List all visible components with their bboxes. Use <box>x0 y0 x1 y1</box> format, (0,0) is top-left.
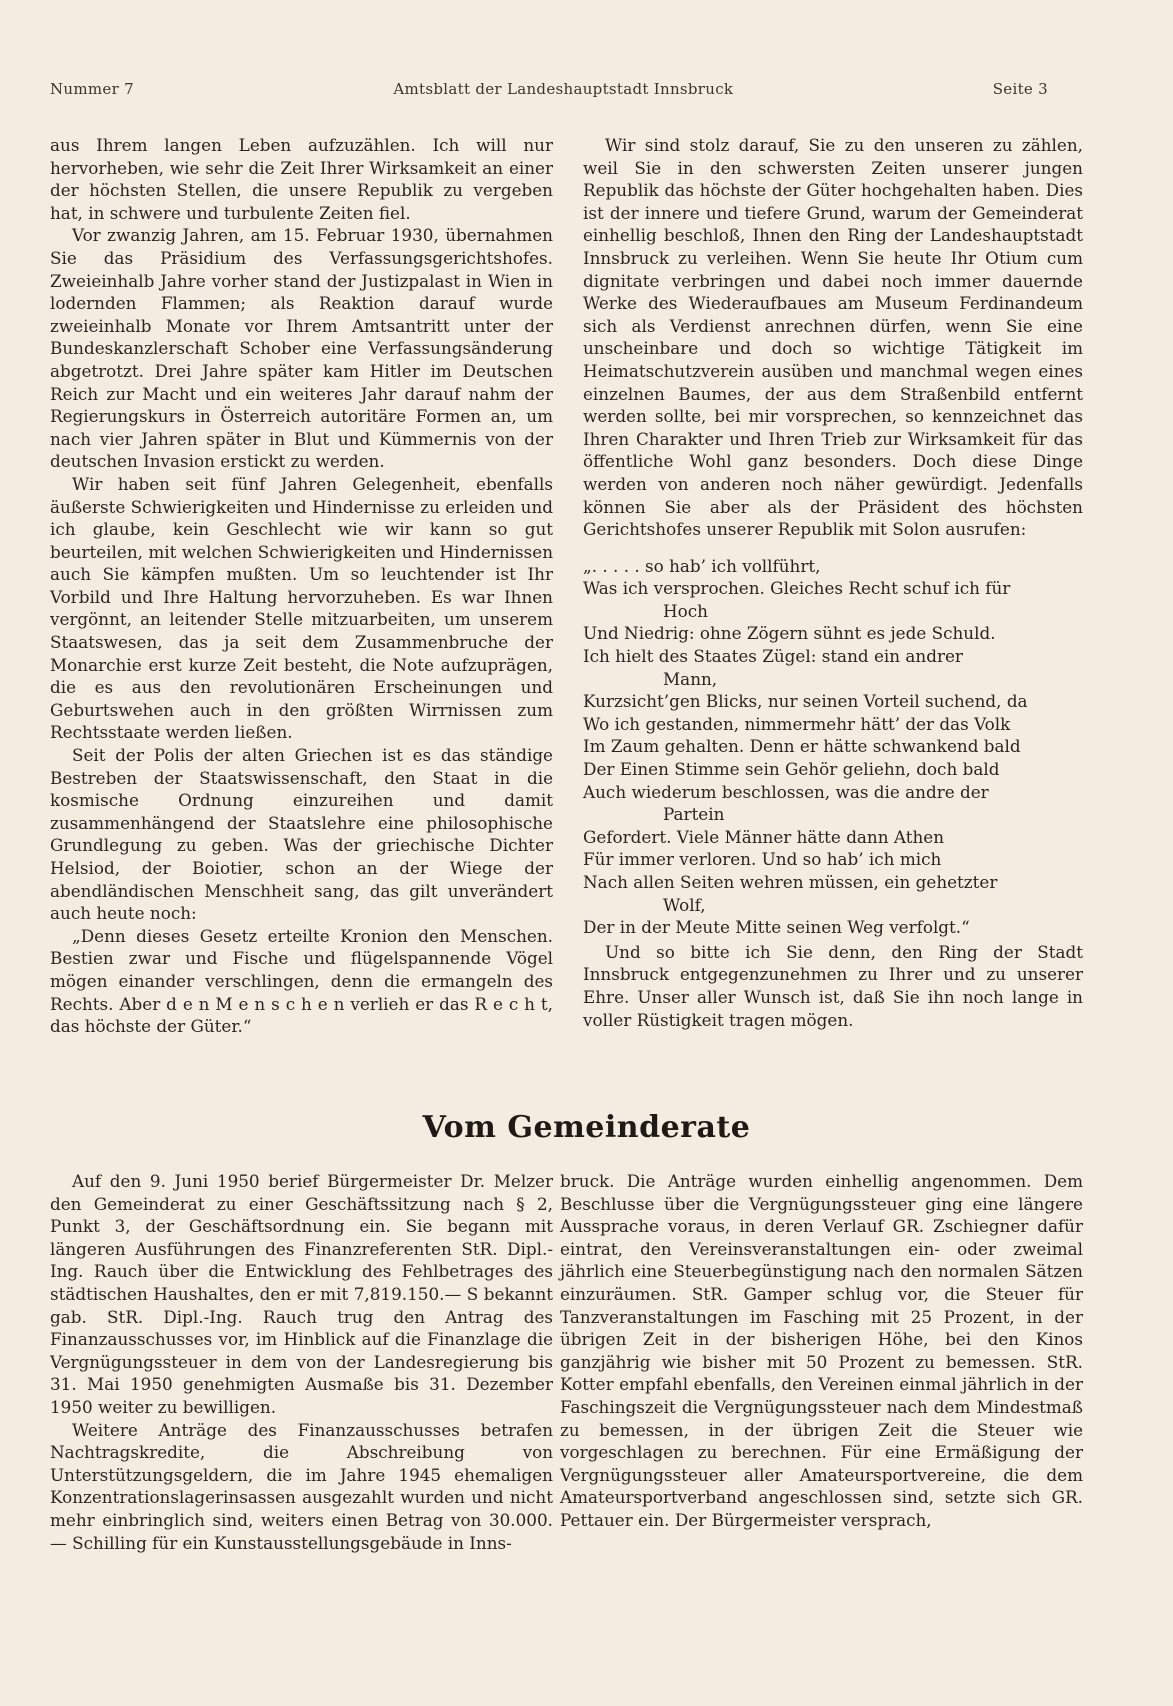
report-column-left <box>50 1170 553 1554</box>
article-column-left <box>50 134 553 1038</box>
paragraph: bruck. Die Anträge wurden einhellig angenommen. Dem Beschlusse über die Vergnügungssteuer ging eine längere Aussprache voraus, in deren Verlauf GR. Zschiegner dafür eintrat, den Vereinsveranstaltungen ein- oder zweimal jährlich eine Steuerbegünstigung nach den normalen Sätzen einzuräumen. StR. Gamper schlug vor, die Steuer für Tanzveranstaltungen im Fasching mit 25 Prozent, in der übrigen Zeit in der bisherigen Höhe, bei den Kinos ganzjährig wie bisher mit 50 Prozent zu bemessen. StR. Kotter empfahl ebenfalls, den Vereinen einmal jährlich in der Faschingszeit die Vergnügungssteuer nach dem Mindestmaß zu bemessen, in der übrigen Zeit die Steuer wie vorgeschlagen zu berechnen. Für eine Ermäßigung der Vergnügungssteuer aller Amateursportvereine, die dem Amateursportverband angeschlossen sind, setzte sich GR. Pettauer ein. Der Bürgermeister versprach, <box>560 1171 1083 1530</box>
report-column-right <box>560 1170 1083 1532</box>
paragraph: Vor zwanzig Jahren, am 15. Februar 1930, übernahmen Sie das Präsidium des Verfassungsgerichtshofes. Zweieinhalb Jahre vorher stand der Justizpalast in Wien in lodernden Flammen; als Reaktion darauf wurde zweieinhalb Monate vor Ihrem Amtsantritt unter der Bundeskanzlerschaft Schober eine Verfassungsänderung abgetrotzt. Drei Jahre später kam Hitler im Deutschen Reich zur Macht und ein weiteres Jahr darauf nahm der Regierungskurs in Österreich autoritäre Formen an, um nach vier Jahren später in Blut und Kümmernis von der deutschen Invasion erstickt zu werden. <box>50 225 553 472</box>
paragraph: Auf den 9. Juni 1950 berief Bürgermeister Dr. Melzer den Gemeinderat zu einer Geschäftssitzung nach § 2, Punkt 3, der Geschäftsordnung ein. Sie begann mit längeren Ausführungen des Finanzreferenten StR. Dipl.-Ing. Rauch über die Entwicklung des Fehlbetrages des städtischen Haushaltes, den er mit 7,819.150.— S bekannt gab. StR. Dipl.-Ing. Rauch trug den Antrag des Finanzausschusses vor, im Hinblick auf die Finanzlage die Vergnügungssteuer in dem von der Landesregierung bis 31. Mai 1950 genehmigten Ausmaße bis 31. Dezember 1950 weiter zu bewilligen. <box>50 1171 553 1417</box>
paragraph: Wir sind stolz darauf, Sie zu den unseren zu zählen, weil Sie in den schwersten Zeiten unserer jungen Republik das höchste der Güter hochgehalten haben. Dies ist der innere und tiefere Grund, warum der Gemeinderat einhellig beschloß, Ihnen den Ring der Landeshauptstadt Innsbruck zu verleihen. Wenn Sie heute Ihr Otium cum dignitate verbringen und dabei noch immer dauernde Werke des Wiederaufbaues am Museum Ferdinandeum sich als Verdienst anrechnen dürfen, wenn Sie eine unscheinbare und doch so wichtige Tätigkeit im Heimatschutzverein ausüben und manchmal wegen eines einzelnen Baumes, der aus dem Straßenbild entfernt werden sollte, bei mir vorsprechen, so kennzeichnet das Ihren Charakter und Ihren Trieb zur Wirksamkeit für das öffentliche Wohl ganz besonders. Doch diese Dinge werden von anderen noch näher gewürdigt. Jedenfalls können Sie aber als der Präsident des höchsten Gerichtshofes unserer Republik mit Solon ausrufen: <box>583 135 1083 540</box>
paragraph: Wir haben seit fünf Jahren Gelegenheit, ebenfalls äußerste Schwierigkeiten und Hindernisse zu erleiden und ich glaube, kein Geschlecht wie wir kann so gut beurteilen, mit welchen Schwierigkeiten und Hindernissen auch Sie kämpfen mußten. Um so leuchtender ist Ihr Vorbild und Ihre Haltung hervorzuheben. Es war Ihnen vergönnt, an leitender Stelle mitzuarbeiten, um unserem Staatswesen, das ja seit dem Zusammenbruche der Monarchie erst kurze Zeit besteht, die Note aufzuprägen, die es aus den revolutionären Erscheinungen und Geburtswehen auch in den größten Wirrnissen zum Rechtsstaate werden ließen. <box>50 473 554 743</box>
poem-line: Der Einen Stimme sein Gehör geliehn, doch bald <box>583 759 1000 780</box>
poem-line: Für immer verloren. Und so hab’ ich mich <box>583 849 942 870</box>
section-heading: Vom Gemeinderate <box>422 1110 751 1145</box>
poem-line: „. . . . . so hab’ ich vollführt, <box>583 555 821 576</box>
poem-line: Kurzsicht’gen Blicks, nur seinen Vorteil suchend, da <box>583 691 1028 712</box>
quotation-hesiod: „Denn dieses Gesetz erteilte Kronion den Menschen. Bestien zwar und Fische und flügelspannende Vögel mögen einander verschlingen, denn die ermangeln des Rechts. Aber d e n M e n s c h e n verlieh er das R e c h t, das höchste der Güter.“ <box>50 925 553 1037</box>
paragraph: aus Ihrem langen Leben aufzuzählen. Ich will nur hervorheben, wie sehr die Zeit Ihrer Wirksamkeit an einer der höchsten Stellen, die unsere Republik zu vergeben hat, in schwere und turbulente Zeiten fiel. <box>50 135 553 223</box>
page-number: Seite 3 <box>992 80 1048 98</box>
poem-line: Im Zaum gehalten. Denn er hätte schwankend bald <box>583 736 1021 757</box>
poem-line: Mann, <box>663 668 718 689</box>
poem-line: Nach allen Seiten wehren müssen, ein gehetzter <box>583 872 998 892</box>
issue-number: Nummer 7 <box>50 80 134 98</box>
paragraph: Seit der Polis der alten Griechen ist es das ständige Bestreben der Staatswissenschaft, den Staat in die kosmische Ordnung einzureihen und damit zusammenhängend der Staatslehre eine philosophische Grundlegung zu geben. Was der griechische Dichter Helsiod, der Boiotier, schon an der Wiege der abendländischen Menschheit sang, das gilt unverändert auch heute noch: <box>50 745 553 924</box>
poem-line: Auch wiederum beschlossen, was die andre der <box>583 781 989 802</box>
solon-poem <box>583 555 1083 939</box>
paragraph: Weitere Anträge des Finanzausschusses betrafen Nachtragskredite, die Abschreibung von Unterstützungsgeldern, die im Jahre 1945 ehemaligen Konzentrationslagerinsassen ausgezahlt wurden und nicht mehr einbringlich sind, weiters einen Betrag von 30.000.— Schilling für ein Kunstausstellungsgebäude in Inns- <box>50 1419 553 1553</box>
poem-line: Wolf, <box>663 894 706 915</box>
article-column-right <box>583 134 1083 1031</box>
poem-line: Ich hielt des Staates Zügel: stand ein andrer <box>583 646 963 667</box>
poem-line: Was ich versprochen. Gleiches Recht schuf ich für <box>583 578 1011 599</box>
publication-title: Amtsblatt der Landeshauptstadt Innsbruck <box>393 80 734 98</box>
poem-line: Partein <box>663 804 725 825</box>
running-header <box>50 80 1048 98</box>
poem-line: Der in der Meute Mitte seinen Weg verfolgt.“ <box>583 917 970 938</box>
paragraph: Und so bitte ich Sie denn, den Ring der Stadt Innsbruck entgegenzunehmen zu Ihrer und zu unserer Ehre. Unser aller Wunsch ist, daß Sie ihn noch lange in voller Rüstigkeit tragen mögen. <box>583 941 1083 1030</box>
poem-line: Hoch <box>663 600 708 621</box>
poem-line: Wo ich gestanden, nimmermehr hätt’ der das Volk <box>583 713 1011 734</box>
poem-line: Und Niedrig: ohne Zögern sühnt es jede Schuld. <box>583 623 996 644</box>
poem-line: Gefordert. Viele Männer hätte dann Athen <box>583 826 945 847</box>
